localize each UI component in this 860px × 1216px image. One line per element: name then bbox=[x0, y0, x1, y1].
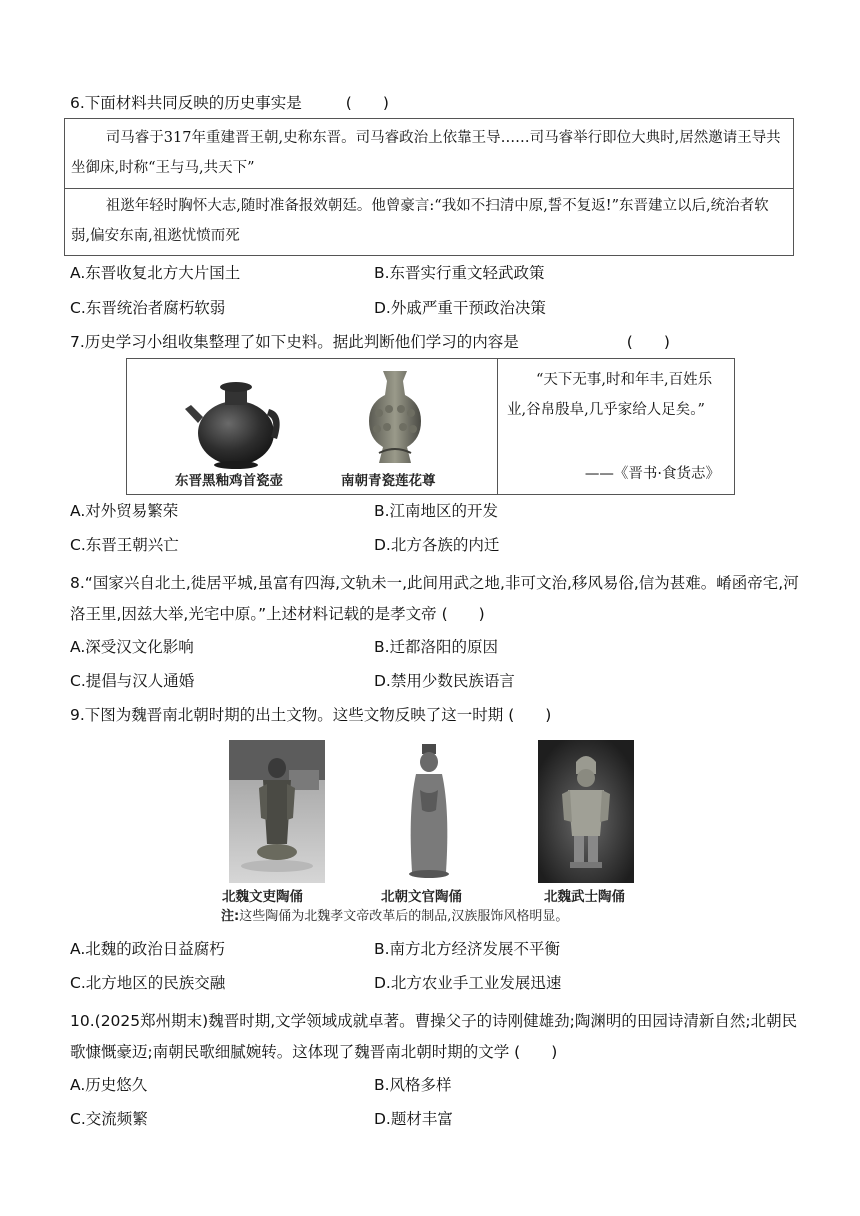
black-glazed-chicken-head-ewer-image bbox=[181, 373, 291, 469]
caption-ewer: 东晋黑釉鸡首瓷壶 bbox=[175, 473, 283, 489]
celadon-lotus-vessel-image bbox=[359, 367, 431, 471]
option-10b[interactable]: B.风格多样 bbox=[374, 1076, 452, 1094]
question-7-source-box bbox=[126, 358, 735, 495]
caption-figurine-3: 北魏武士陶俑 bbox=[544, 889, 625, 905]
caption-figurine-2: 北朝文官陶俑 bbox=[381, 889, 462, 905]
northern-dynasty-civil-official-figurine-image bbox=[400, 740, 458, 880]
question-9-text: 9.下图为魏晋南北朝时期的出土文物。这些文物反映了这一时期 bbox=[70, 706, 504, 724]
material-2: 祖逖年轻时胸怀大志,随时准备报效朝廷。他曾豪言:“我如不扫清中原,誓不复返!”东晋建立以后,统治者软弱,偏安东南,祖逖忧愤而死 bbox=[71, 198, 769, 244]
question-10-stem bbox=[70, 1006, 800, 1068]
question-6-text: 6.下面材料共同反映的历史事实是 bbox=[70, 94, 302, 112]
option-9c[interactable]: C.北方地区的民族交融 bbox=[70, 974, 226, 992]
question-7-text: 7.历史学习小组收集整理了如下史料。据此判断他们学习的内容是 bbox=[70, 333, 519, 351]
option-7a[interactable]: A.对外贸易繁荣 bbox=[70, 502, 179, 520]
answer-paren[interactable]: ( ) bbox=[508, 706, 552, 724]
option-10a[interactable]: A.历史悠久 bbox=[70, 1076, 148, 1094]
material-1: 司马睿于317年重建晋王朝,史称东晋。司马睿政治上依靠王导……司马睿举行即位大典时,居然邀请王导共坐御床,时称“王与马,共天下” bbox=[71, 130, 781, 176]
source-divider bbox=[497, 359, 498, 494]
caption-figurine-1: 北魏文吏陶俑 bbox=[222, 889, 303, 905]
option-8a[interactable]: A.深受汉文化影响 bbox=[70, 638, 194, 656]
option-9b[interactable]: B.南方北方经济发展不平衡 bbox=[374, 940, 561, 958]
option-10c[interactable]: C.交流频繁 bbox=[70, 1110, 148, 1128]
question-9-stem bbox=[70, 704, 551, 726]
question-8-stem bbox=[70, 568, 800, 630]
option-8b[interactable]: B.迁都洛阳的原因 bbox=[374, 638, 499, 656]
option-6d[interactable]: D.外戚严重干预政治决策 bbox=[374, 299, 546, 317]
material-divider bbox=[65, 188, 793, 189]
question-10-text: 10.(2025郑州期末)魏晋时期,文学领域成就卓著。曹操父子的诗刚健雄劲;陶渊明的田园诗清新自然;北朝民歌慷慨豪迈;南朝民歌细腻婉转。这体现了魏晋南北朝时期的文学 bbox=[70, 1012, 798, 1061]
option-6a[interactable]: A.东晋收复北方大片国土 bbox=[70, 264, 241, 282]
jinshu-quote: “天下无事,时和年丰,百姓乐业,谷帛殷阜,几乎家给人足矣。” bbox=[507, 372, 713, 418]
note-label: 注: bbox=[221, 909, 240, 924]
question-6-material-box bbox=[64, 118, 794, 256]
question-6-stem bbox=[70, 92, 389, 114]
question-8-text: 8.“国家兴自北土,徙居平城,虽富有四海,文轨未一,此间用武之地,非可文治,移风易俗,信为甚难。崤函帝宅,河洛王里,因兹大举,光宅中原。”上述材料记载的是孝文帝 bbox=[70, 574, 799, 623]
option-6c[interactable]: C.东晋统治者腐朽软弱 bbox=[70, 299, 226, 317]
answer-paren[interactable]: ( ) bbox=[345, 94, 389, 112]
option-9d[interactable]: D.北方农业手工业发展迅速 bbox=[374, 974, 562, 992]
option-9a[interactable]: A.北魏的政治日益腐朽 bbox=[70, 940, 225, 958]
option-6b[interactable]: B.东晋实行重文轻武政策 bbox=[374, 264, 545, 282]
answer-paren[interactable]: ( ) bbox=[514, 1043, 558, 1061]
option-7c[interactable]: C.东晋王朝兴亡 bbox=[70, 536, 179, 554]
question-7-stem bbox=[70, 331, 670, 353]
northern-wei-civil-official-figurine-image bbox=[229, 740, 325, 883]
jinshu-source: ——《晋书·食货志》 bbox=[584, 466, 720, 482]
note-text: 这些陶俑为北魏孝文帝改革后的制品,汉族服饰风格明显。 bbox=[239, 909, 569, 924]
option-8d[interactable]: D.禁用少数民族语言 bbox=[374, 672, 515, 690]
figurine-note bbox=[221, 905, 568, 924]
caption-lotus-vessel: 南朝青瓷莲花尊 bbox=[341, 473, 436, 489]
northern-wei-warrior-figurine-image bbox=[538, 740, 634, 883]
answer-paren[interactable]: ( ) bbox=[441, 605, 485, 623]
option-10d[interactable]: D.题材丰富 bbox=[374, 1110, 453, 1128]
option-8c[interactable]: C.提倡与汉人通婚 bbox=[70, 672, 195, 690]
option-7b[interactable]: B.江南地区的开发 bbox=[374, 502, 499, 520]
answer-paren[interactable]: ( ) bbox=[626, 333, 670, 351]
option-7d[interactable]: D.北方各族的内迁 bbox=[374, 536, 500, 554]
